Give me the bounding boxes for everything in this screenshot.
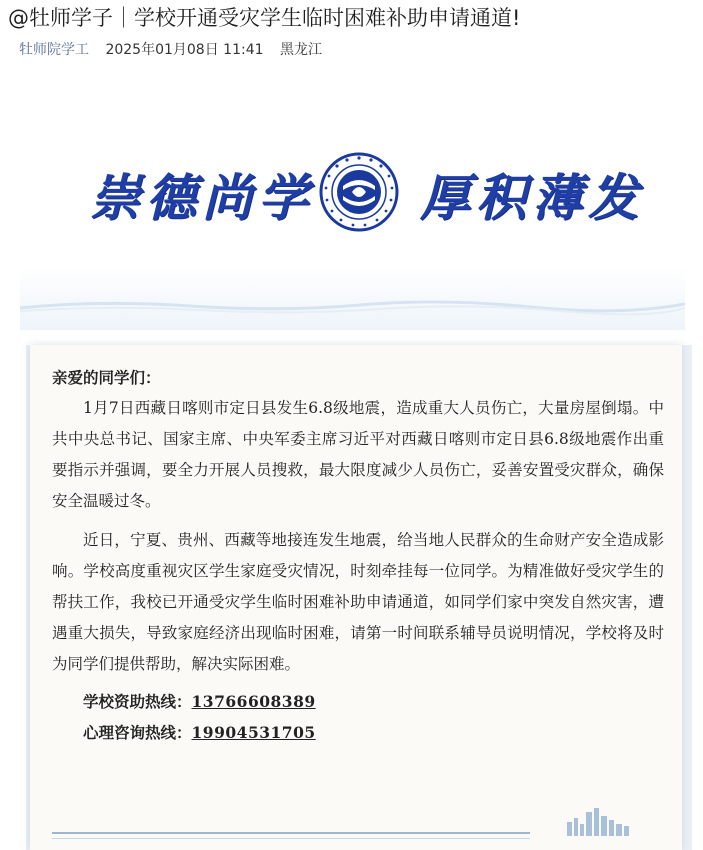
footer-divider — [52, 832, 530, 834]
hotline-funding-number[interactable]: 13766608389 — [191, 692, 316, 711]
letter-greeting: 亲爱的同学们： — [52, 368, 161, 387]
motto-right: 厚积薄发 — [420, 168, 644, 227]
hotline-counseling — [83, 717, 664, 748]
hotline-funding-label: 学校资助热线： — [83, 692, 192, 711]
skyline-icon — [565, 806, 635, 836]
article-title: @牡师学子｜学校开通受灾学生临时困难补助申请通道! — [8, 6, 521, 30]
motto-left: 崇德尚学 — [90, 168, 314, 227]
university-emblem-icon — [319, 152, 399, 232]
card-edge-right — [682, 345, 692, 850]
author-link[interactable]: 牡师院学工 — [19, 42, 89, 58]
publish-location: 黑龙江 — [279, 42, 322, 58]
footer-divider-thin — [52, 838, 530, 839]
letter-content — [52, 362, 664, 748]
hotline-counseling-label: 心理咨询热线： — [83, 723, 192, 742]
hotline-counseling-number[interactable]: 19904531705 — [191, 723, 316, 742]
letter-paragraph: 1月7日西藏日喀则市定日县发生6.8级地震，造成重大人员伤亡，大量房屋倒塌。中共中央总书记、国家主席、中央军委主席习近平对西藏日喀则市定日县6.8级地震作出重要指示并强调，要全力开展人员搜救，最大限度减少人员伤亡，妥善安置受灾群众，确保安全温暖过冬。 — [52, 399, 664, 510]
hotline-funding — [83, 686, 664, 717]
motto-banner — [20, 120, 685, 330]
article-meta — [19, 40, 322, 60]
letter-paragraph: 近日，宁夏、贵州、西藏等地接连发生地震，给当地人民群众的生命财产安全造成影响。学校高度重视灾区学生家庭受灾情况，时刻牵挂每一位同学。为精准做好受灾学生的帮扶工作，我校已开通受灾学生临时困难补助申请通道，如同学们家中突发自然灾害，遭遇重大损失，导致家庭经济出现临时困难，请第一时间联系辅导员说明情况，学校将及时为同学们提供帮助，解决实际困难。 — [52, 531, 664, 673]
banner-wave-decoration — [20, 296, 685, 316]
publish-date: 2025年01月08日 11:41 — [105, 42, 264, 58]
